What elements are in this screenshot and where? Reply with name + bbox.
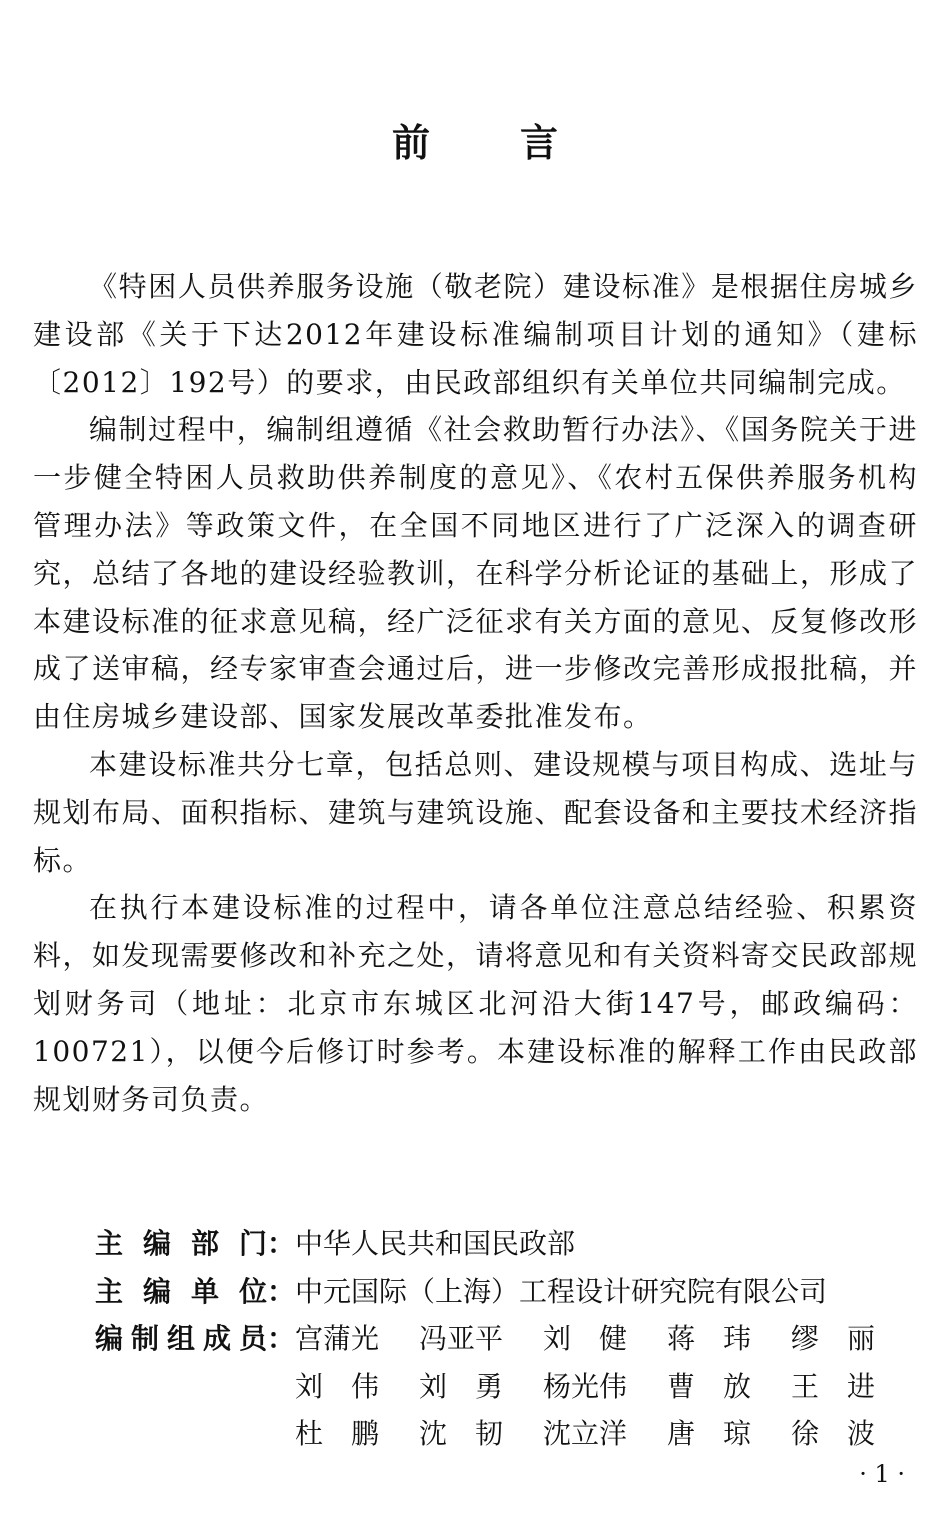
chief-unit-row: 主编单位 ： 中元国际（上海）工程设计研究院有限公司 [95,1268,915,1316]
member-name: 王进 [791,1369,904,1403]
member-name: 宫蒲光 [295,1322,380,1355]
member-name: 缪丽 [791,1322,904,1355]
page-title: 前言 [391,121,648,165]
paragraph: 在执行本建设标准的过程中，请各单位注意总结经验、积累资料，如发现需要修改和补充之处，请将意见和有关资料寄交民政部规划财务司（地址：北京市东城区北河沿大街147号，邮政编码：100721），以便今后修订时参考。本建设标准的解释工作由民政部规划财务司负责。 [33,891,919,1116]
members-row: 编制组成员 ： 宫蒲光 冯亚平 刘健 蒋玮 缪丽 刘伟 刘勇 杨光伟 曹放 王进 杜鹏 沈韧 沈立洋 唐琼 徐波 [95,1315,915,1458]
member-name: 杨光伟 [543,1369,628,1403]
chief-dept-value: 中华人民共和国民政部 [295,1227,576,1260]
preface-body [33,263,918,1123]
member-name: 蒋玮 [667,1322,780,1355]
member-name: 沈立洋 [543,1417,628,1450]
chief-unit-value: 中元国际（上海）工程设计研究院有限公司 [295,1274,828,1308]
member-name: 杜鹏 [295,1417,408,1450]
member-name: 刘伟 [295,1369,408,1403]
page-number: · 1 · [859,1460,905,1488]
member-name: 徐波 [791,1417,904,1450]
member-name: 刘勇 [419,1369,532,1403]
member-name: 曹放 [667,1369,780,1403]
member-names [293,1315,915,1458]
paragraph: 《特困人员供养服务设施（敬老院）建设标准》是根据住房城乡建设部《关于下达2012年建设标准编制项目计划的通知》（建标〔2012〕192号）的要求，由民政部组织有关单位共同编制完成。 [33,270,918,399]
chief-unit-label: 主编单位 [95,1274,267,1308]
member-name: 刘健 [543,1322,656,1355]
members-label: 编制组成员 [95,1322,267,1355]
credits-block [95,1220,915,1458]
paragraph: 本建设标准共分七章，包括总则、建设规模与项目构成、选址与规划布局、面积指标、建筑与建筑设施、配套设备和主要技术经济指标。 [33,747,919,877]
paragraph: 编制过程中，编制组遵循《社会救助暂行办法》、《国务院关于进一步健全特困人员救助供养制度的意见》、《农村五保供养服务机构管理办法》等政策文件，在全国不同地区进行了广泛深入的调查研究，总结了各地的建设经验教训，在科学分析论证的基础上，形成了本建设标准的征求意见稿，经广泛征求有关方面的意见、反复修改形成了送审稿，经专家审查会通过后，进一步修改完善形成报批稿，并由住房城乡建设部、国家发展改革委批准发布。 [33,413,919,734]
member-name: 沈韧 [419,1417,532,1450]
chief-dept-label: 主编部门 [95,1227,267,1260]
member-name: 冯亚平 [419,1322,504,1355]
member-name: 唐琼 [667,1417,780,1450]
chief-dept-row: 主编部门 ： 中华人民共和国民政部 [95,1220,915,1268]
